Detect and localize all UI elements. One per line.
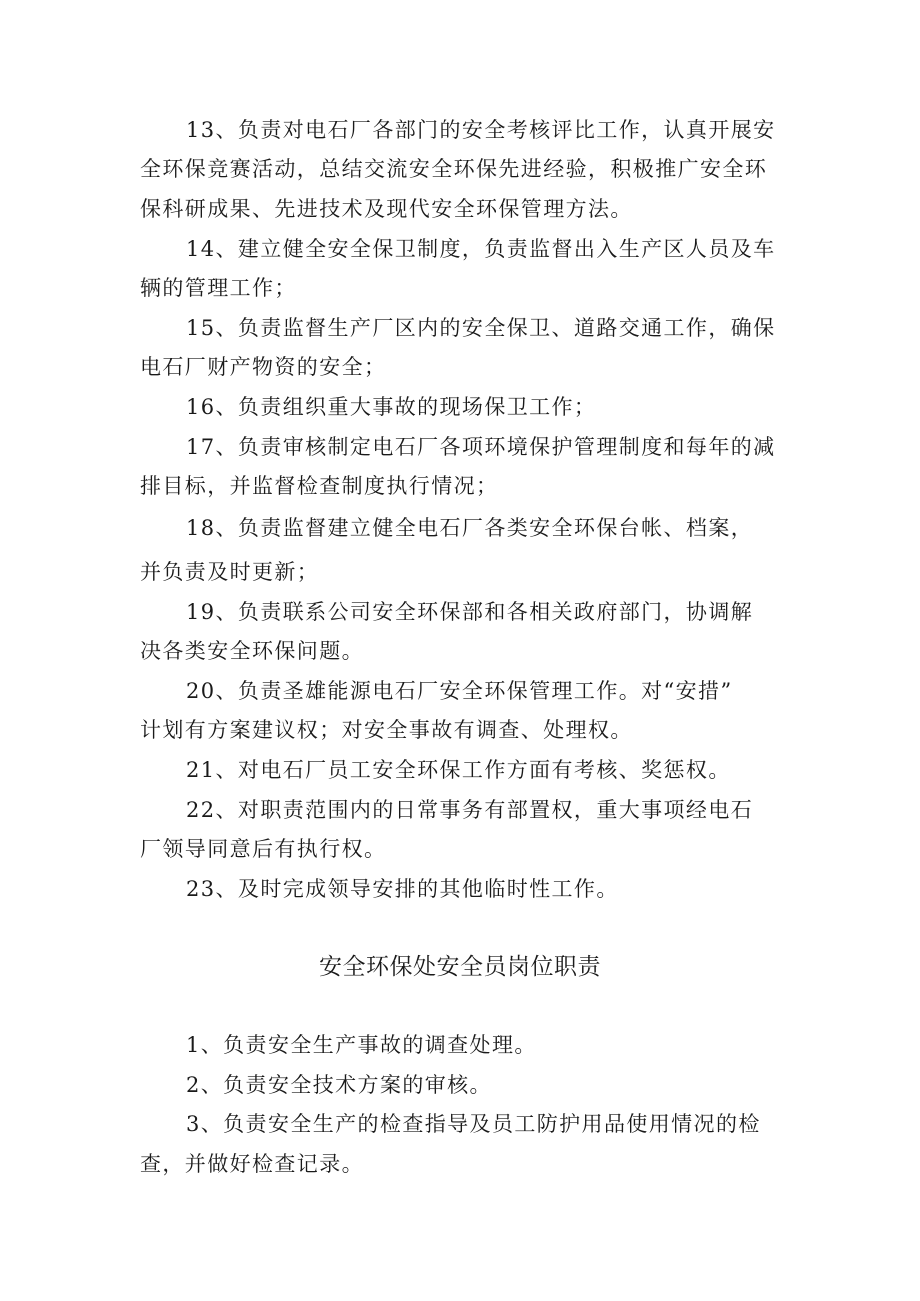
duty-item-18-line-1: 18、负责监督建立健全电石厂各类安全环保台帐、档案， bbox=[186, 516, 754, 540]
safety-officer-duty-3-line-1: 3、负责安全生产的检查指导及员工防护用品使用情况的检 bbox=[186, 1112, 761, 1136]
duty-item-13-line-2: 全环保竞赛活动，总结交流安全环保先进经验，积极推广安全环 bbox=[140, 157, 768, 181]
duty-item-13-line-3: 保科研成果、先进技术及现代安全环保管理方法。 bbox=[140, 197, 633, 221]
duty-item-14-line-2: 辆的管理工作； bbox=[140, 276, 297, 300]
duty-item-15-line-1: 15、负责监督生产厂区内的安全保卫、道路交通工作，确保 bbox=[186, 316, 776, 340]
duty-item-22-line-2: 厂领导同意后有执行权。 bbox=[140, 837, 387, 861]
safety-officer-duty-3-line-2: 查，并做好检查记录。 bbox=[140, 1152, 364, 1176]
duty-item-16-line-1: 16、负责组织重大事故的现场保卫工作； bbox=[186, 395, 597, 419]
duty-item-23-line-1: 23、及时完成领导安排的其他临时性工作。 bbox=[186, 877, 619, 901]
safety-officer-duty-1-line-1: 1、负责安全生产事故的调查处理。 bbox=[186, 1033, 537, 1057]
duty-item-17-line-2: 排目标，并监督检查制度执行情况； bbox=[140, 474, 499, 498]
duty-item-15-line-2: 电石厂财产物资的安全； bbox=[140, 355, 387, 379]
section-title: 安全环保处安全员岗位职责 bbox=[319, 954, 601, 980]
duty-item-18-line-2: 并负责及时更新； bbox=[140, 560, 320, 584]
duty-item-20-line-2: 计划有方案建议权；对安全事故有调查、处理权。 bbox=[140, 718, 633, 742]
duty-item-21-line-1: 21、对电石厂员工安全环保工作方面有考核、奖惩权。 bbox=[186, 758, 731, 782]
duty-item-22-line-1: 22、对职责范围内的日常事务有部置权，重大事项经电石 bbox=[186, 798, 754, 822]
safety-officer-duty-2-line-1: 2、负责安全技术方案的审核。 bbox=[186, 1073, 492, 1097]
duty-item-17-line-1: 17、负责审核制定电石厂各项环境保护管理制度和每年的减 bbox=[186, 435, 776, 459]
duty-item-19-line-2: 决各类安全环保问题。 bbox=[140, 639, 364, 663]
duty-item-19-line-1: 19、负责联系公司安全环保部和各相关政府部门，协调解 bbox=[186, 600, 754, 624]
duty-item-20-line-1: 20、负责圣雄能源电石厂安全环保管理工作。对“安措” bbox=[186, 679, 733, 703]
duty-item-14-line-1: 14、建立健全安全保卫制度，负责监督出入生产区人员及车 bbox=[186, 237, 776, 261]
duty-item-13-line-1: 13、负责对电石厂各部门的安全考核评比工作，认真开展安 bbox=[186, 118, 776, 142]
